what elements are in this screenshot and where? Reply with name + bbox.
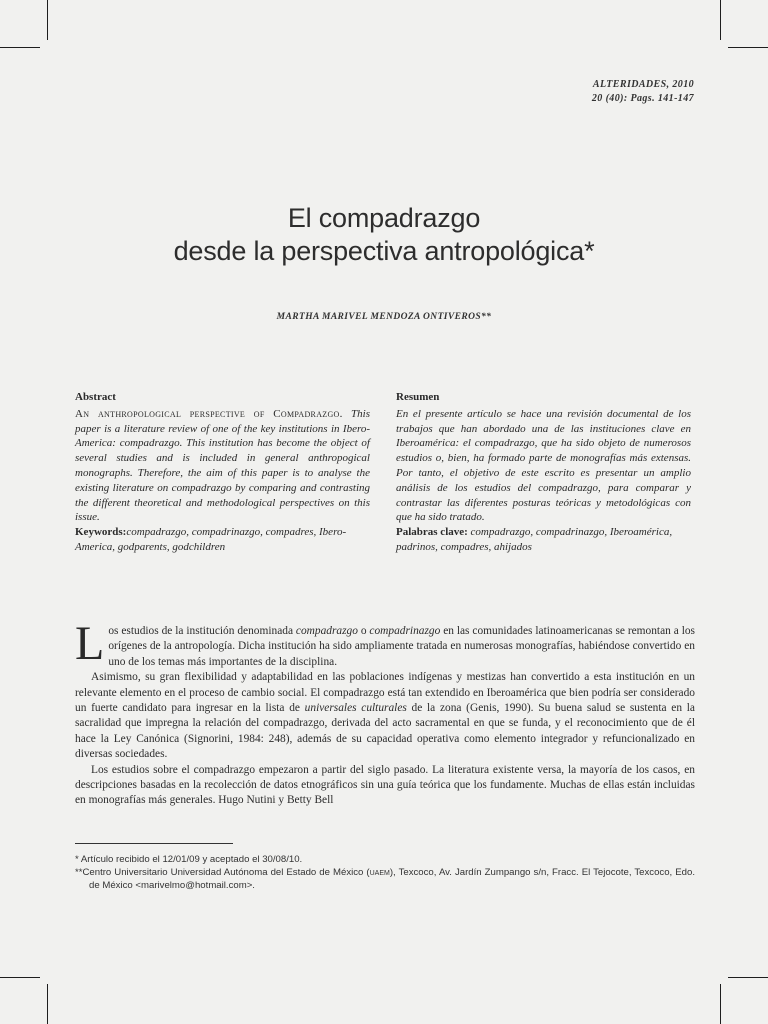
abstract-keywords bbox=[75, 525, 370, 555]
resumen-text: En el presente artículo se hace una revisión documental de los trabajos que han abordado una de las instituciones clave en Iberoamérica: el compadrazgo, que ha sido objeto de numerosos estudios o, bien, ha formado parte de monografías más extensas. Por tanto, el objetivo de este escrito es presentar un amplio análisis de los estudios del compadrazgo, para comparar y contrastar las diferentes posturas teóricas y metodológicas con que ha sido tratado. bbox=[396, 407, 691, 524]
title-line-1: El compadrazgo bbox=[287, 203, 481, 233]
resumen-keywords bbox=[396, 525, 691, 555]
p1-text-a: os estudios de la institución denominada bbox=[108, 625, 296, 637]
paragraph-3: Los estudios sobre el compadrazgo empezaron a partir del siglo pasado. La literatura existente versa, la mayoría de los casos, en descripciones basadas en la recolección de datos etnográficos sin una guía teórica que los fundamente. Muchas de ellas están incluidas en monografías más generales. Hugo Nutini y Betty Bell bbox=[75, 763, 695, 807]
paragraph-2 bbox=[75, 670, 695, 762]
p1-text-c: en las comunidades latinoamericanas se remontan a los orígenes de la antropología. Dicha institución ha sido ampliamente tratada en numerosas monografías, habiéndose convertido en uno de los temas más importantes de la disciplina. bbox=[108, 625, 695, 668]
resumen-heading: Resumen bbox=[396, 391, 440, 403]
running-header bbox=[592, 78, 694, 106]
footnotes bbox=[75, 853, 695, 892]
resumen-column bbox=[396, 390, 691, 555]
keywords-values: compadrazgo, compadrinazgo, compadres, Ibero-America, godparents, godchildren bbox=[75, 526, 347, 553]
drop-cap: L bbox=[75, 617, 105, 670]
title-line-2: desde la perspectiva antropológica* bbox=[173, 236, 595, 266]
abstract-column bbox=[75, 390, 370, 555]
p2-text-b: de la zona (Genis, 1990). Su buena salud se sustenta en la sacralidad que impregna la relación del compadrazgo, derivada del acto sacramental en que se funda, y el reconocimiento que de él hace la Ley Canónica (Signorini, 1984: 248), además de su capacidad operativa como elemento integrador y refuncionalizado en diversas sociedades. bbox=[75, 702, 695, 761]
palabras-clave-values: compadrazgo, compadrinazgo, Iberoamérica, padrinos, compadres, ahijados bbox=[396, 526, 673, 553]
footnote-1: * Artículo recibido el 12/01/09 y aceptado el 30/08/10. bbox=[75, 854, 303, 865]
keywords-label: Keywords: bbox=[75, 526, 127, 539]
crop-mark bbox=[720, 0, 721, 40]
crop-mark bbox=[0, 47, 40, 48]
p1-em-compadrazgo: compadrazgo bbox=[295, 625, 358, 637]
issue-pages: 20 (40): Pags. 141-147 bbox=[591, 93, 694, 104]
crop-mark bbox=[728, 47, 768, 48]
crop-mark bbox=[720, 984, 721, 1024]
author-name: MARTHA MARIVEL MENDOZA ONTIVEROS** bbox=[276, 312, 492, 322]
p1-text-b: o bbox=[357, 625, 370, 637]
crop-mark bbox=[0, 977, 40, 978]
footnote-2 bbox=[75, 866, 695, 892]
article-title bbox=[0, 202, 768, 268]
crop-mark bbox=[728, 977, 768, 978]
abstract-lead: An anthropological perspective of Compadrazgo. bbox=[75, 407, 343, 420]
p1-em-compadrinazgo: compadrinazgo bbox=[369, 625, 441, 637]
paragraph-1 bbox=[75, 617, 695, 670]
abstract-text bbox=[75, 407, 370, 525]
abstract-heading: Abstract bbox=[75, 391, 116, 403]
p2-em-universales: universales culturales bbox=[304, 702, 407, 715]
p2-text-a: Asimismo, su gran flexibilidad y adaptabilidad en las poblaciones indígenas y mestizas han convertido a esta institución en un relevante elemento en el proceso de cambio social. El compadrazgo está tan extendido en Iberoamérica que bien podría ser considerado un fuerte candidato para ingresar en la lista de bbox=[75, 671, 695, 715]
fn2-text-b: ), Texcoco, Av. Jardín Zumpango s/n, Fracc. El Tejocote, Texcoco, Edo. de México <marivelmo@hotmail.com>. bbox=[89, 867, 695, 891]
fn2-text-a: **Centro Universitario Universidad Autónoma del Estado de México ( bbox=[75, 867, 370, 878]
crop-mark bbox=[47, 0, 48, 40]
palabras-clave-label: Palabras clave: bbox=[396, 526, 468, 539]
crop-mark bbox=[47, 984, 48, 1024]
fn2-uaem: uaem bbox=[369, 867, 390, 878]
abstract-body: This paper is a literature review of one of the key institutions in Ibero-America: compadrazgo. This institution has become the object of several studies and is included in general anthropogical monographs. Therefore, the aim of this paper is to analyse the existing literature on compadrazgo by comparing and contrasting the different theoretical and methodological perspectives on this issue. bbox=[75, 407, 370, 524]
footnote-rule bbox=[75, 843, 233, 844]
journal-name: ALTERIDADES, 2010 bbox=[592, 79, 694, 90]
body-text bbox=[75, 617, 695, 809]
